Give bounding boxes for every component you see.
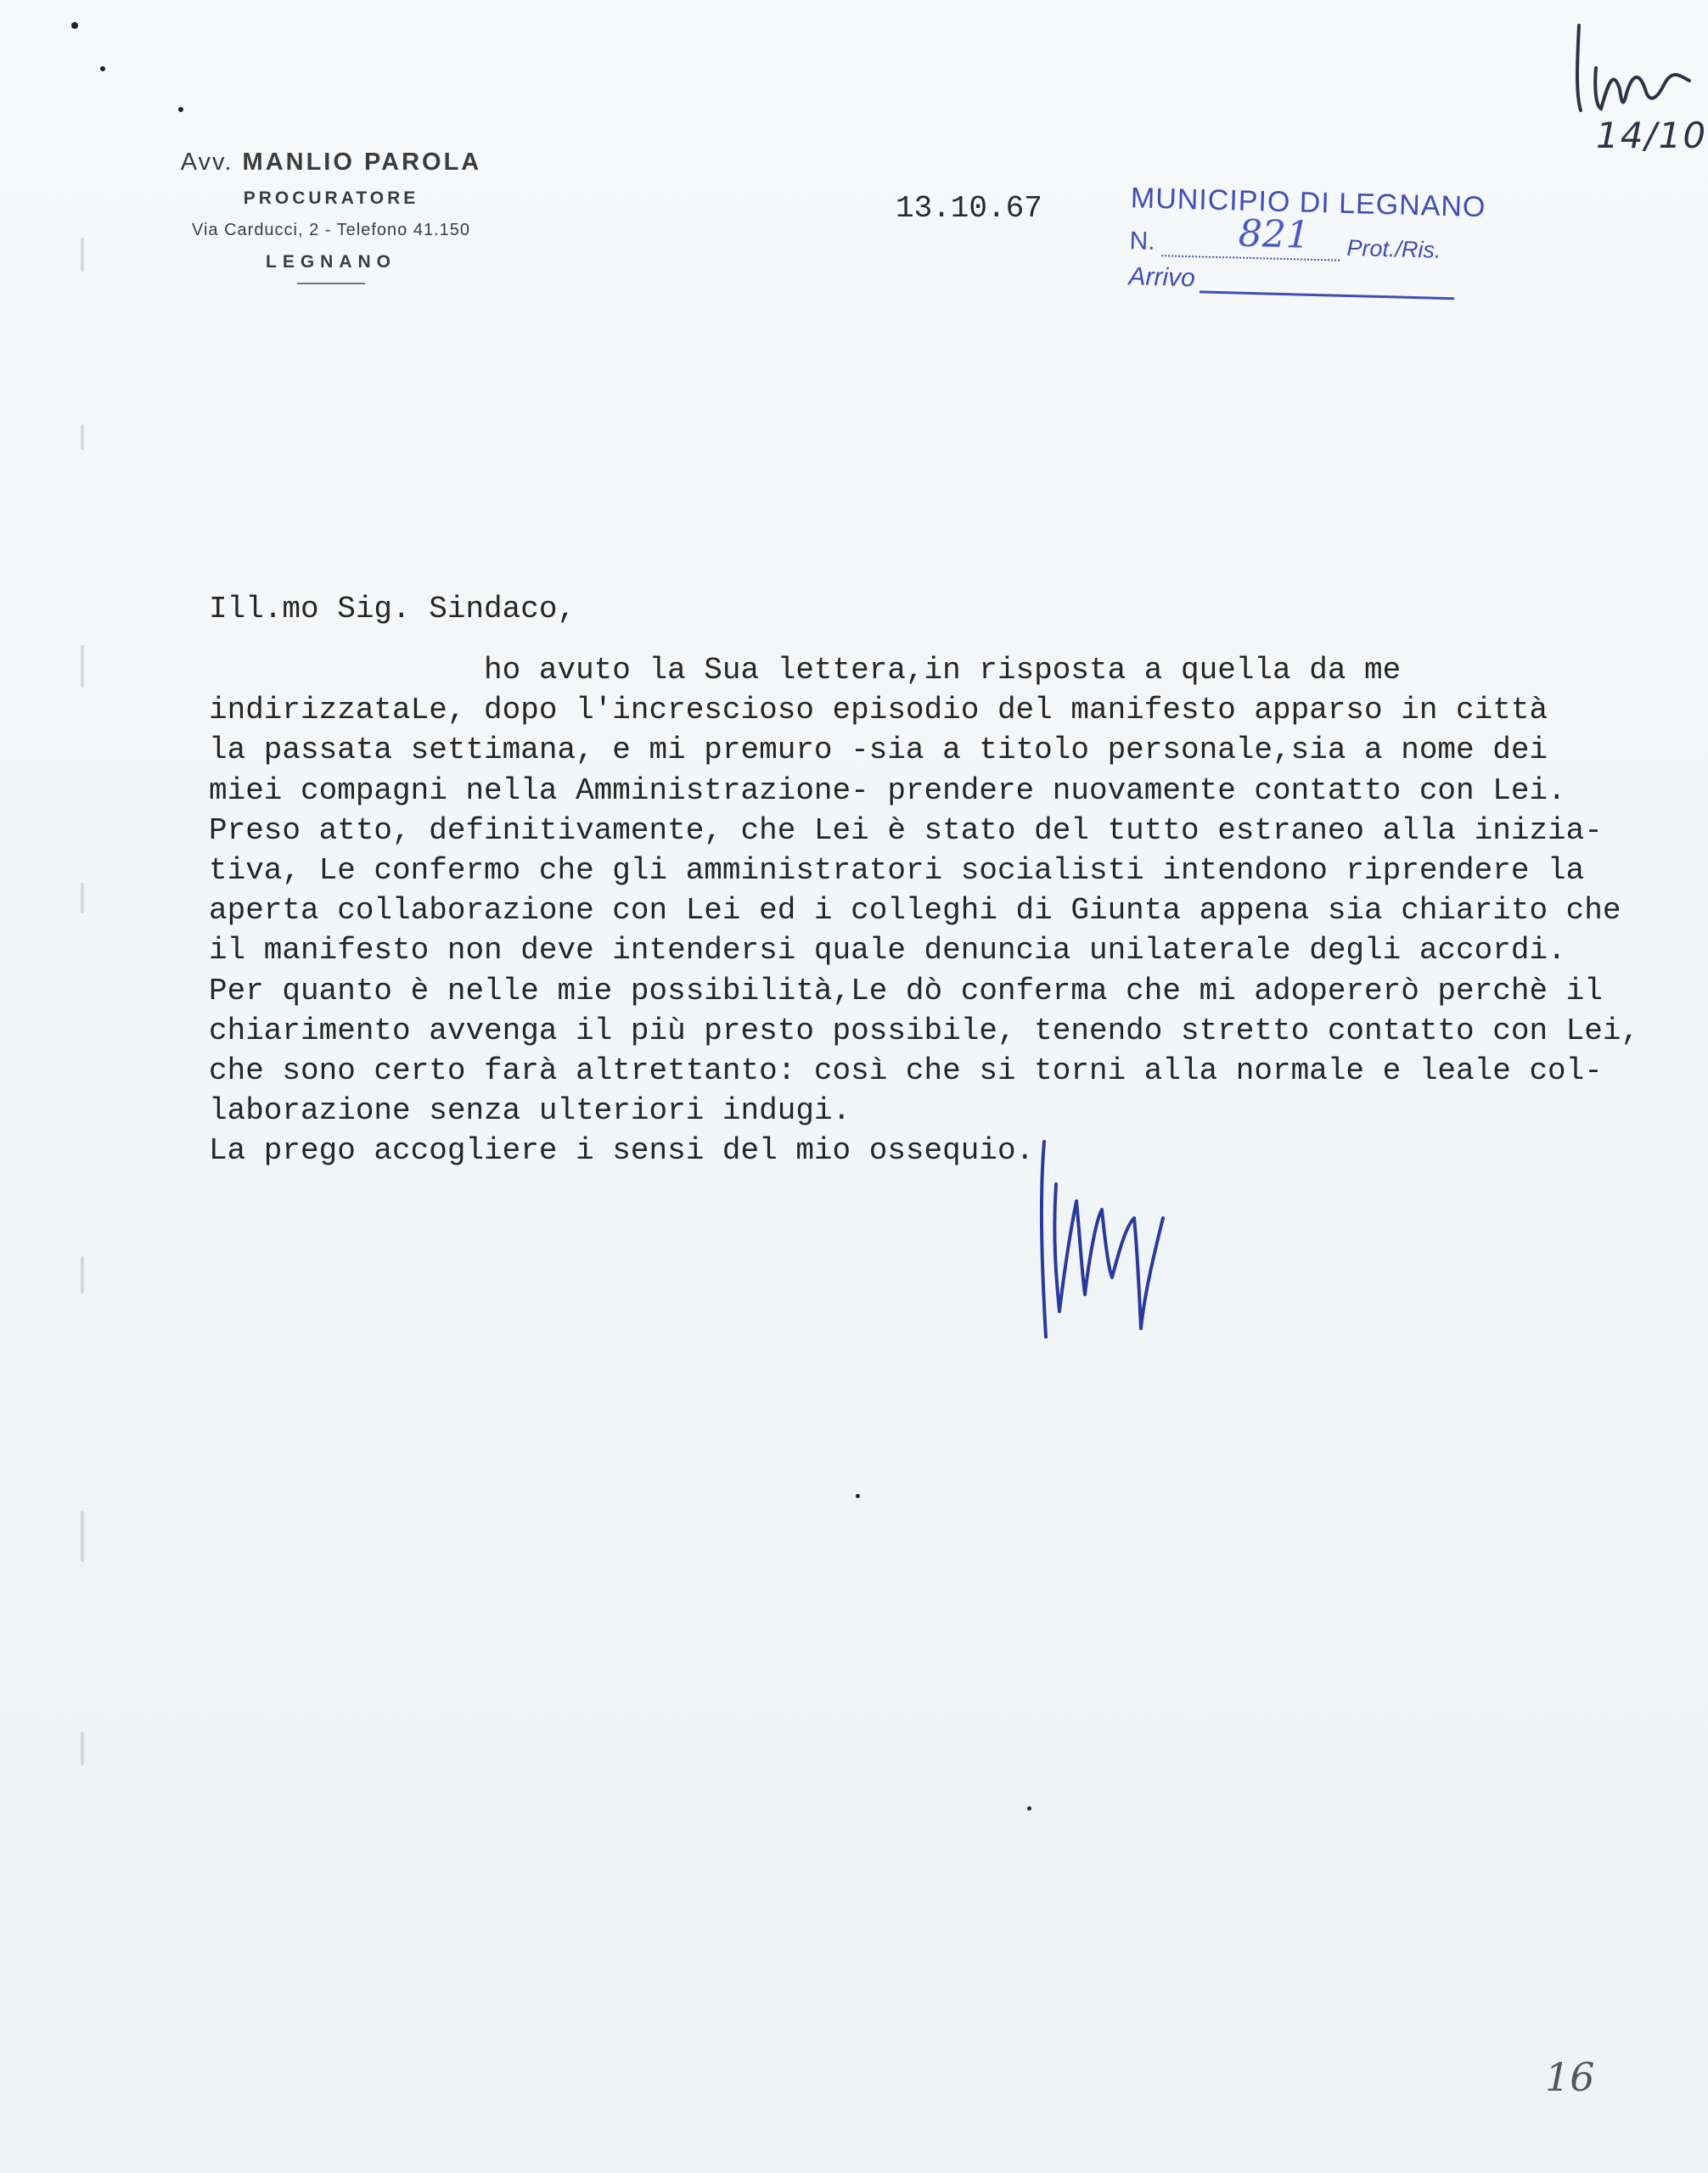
letter-date: 13.10.67 — [896, 191, 1042, 226]
letter-body — [209, 650, 1639, 1171]
scan-speck — [178, 107, 183, 112]
stamp-prot-label: Prot./Ris. — [1346, 234, 1441, 263]
body-line: chiarimento avvenga il più presto possibile, tenendo stretto contatto con Lei, — [209, 1013, 1640, 1048]
corner-date-note: 14/10 — [1596, 115, 1708, 156]
body-line: che sono certo farà altrettanto: così che si torni alla normale e leale col- — [209, 1053, 1603, 1088]
body-line: indirizzataLe, dopo l'increscioso episodio del manifesto apparso in città — [209, 693, 1548, 728]
body-line: Per quanto è nelle mie possibilità,Le dò conferma che mi adopererò perchè il — [209, 973, 1603, 1008]
body-line: il manifesto non deve intendersi quale denuncia unilaterale degli accordi. — [209, 933, 1566, 969]
body-line: ho avuto la Sua lettera,in risposta a quella da me — [209, 653, 1402, 688]
letterhead-prefix: Avv. — [180, 149, 233, 176]
corner-initials-icon — [1570, 8, 1698, 187]
stamp-number-value: 821 — [1238, 211, 1311, 257]
scan-edge-marks — [34, 238, 93, 1766]
stamp-arrival-label: Arrivo — [1128, 262, 1196, 293]
scan-speck — [856, 1494, 860, 1498]
body-line: La prego accogliere i sensi del mio ossequio. — [209, 1133, 1035, 1169]
municipal-stamp — [1127, 182, 1505, 344]
body-line: laborazione senza ulteriori indugi. — [209, 1093, 851, 1129]
body-line: tiva, Le confermo che gli amministratori socialisti intendono riprendere la — [209, 852, 1585, 888]
scan-speck — [1027, 1806, 1031, 1811]
stamp-title: MUNICIPIO DI LEGNANO — [1130, 182, 1486, 224]
letterhead-lawyer-name: MANLIO PAROLA — [242, 149, 482, 176]
salutation: Ill.mo Sig. Sindaco, — [209, 592, 576, 626]
letterhead-rule — [297, 283, 365, 284]
stamp-arrival-row — [1128, 262, 1503, 301]
body-line: Preso atto, definitivamente, che Lei è stato del tutto estraneo alla inizia- — [209, 812, 1603, 848]
letterhead-title: PROCURATORE — [243, 188, 419, 208]
letterhead — [127, 149, 535, 284]
body-line: aperta collaborazione con Lei ed i colleghi di Giunta appena sia chiarito che — [209, 893, 1621, 929]
handwritten-signature-icon — [1027, 1133, 1180, 1345]
scan-speck — [71, 22, 78, 29]
stamp-number-row — [1129, 211, 1503, 266]
page-number: 16 — [1545, 2054, 1595, 2100]
body-line: miei compagni nella Amministrazione- prendere nuovamente contatto con Lei. — [209, 772, 1566, 808]
stamp-number-label: N. — [1129, 227, 1156, 256]
letterhead-name — [127, 149, 535, 177]
scan-speck — [100, 66, 105, 71]
letterhead-address: Via Carducci, 2 - Telefono 41.150 — [191, 221, 470, 239]
stamp-arrival-line — [1200, 267, 1455, 300]
letterhead-city: LEGNANO — [266, 252, 396, 272]
stamp-number-line — [1161, 211, 1340, 261]
body-line: la passata settimana, e mi premuro -sia a titolo personale,sia a nome dei — [209, 733, 1548, 768]
